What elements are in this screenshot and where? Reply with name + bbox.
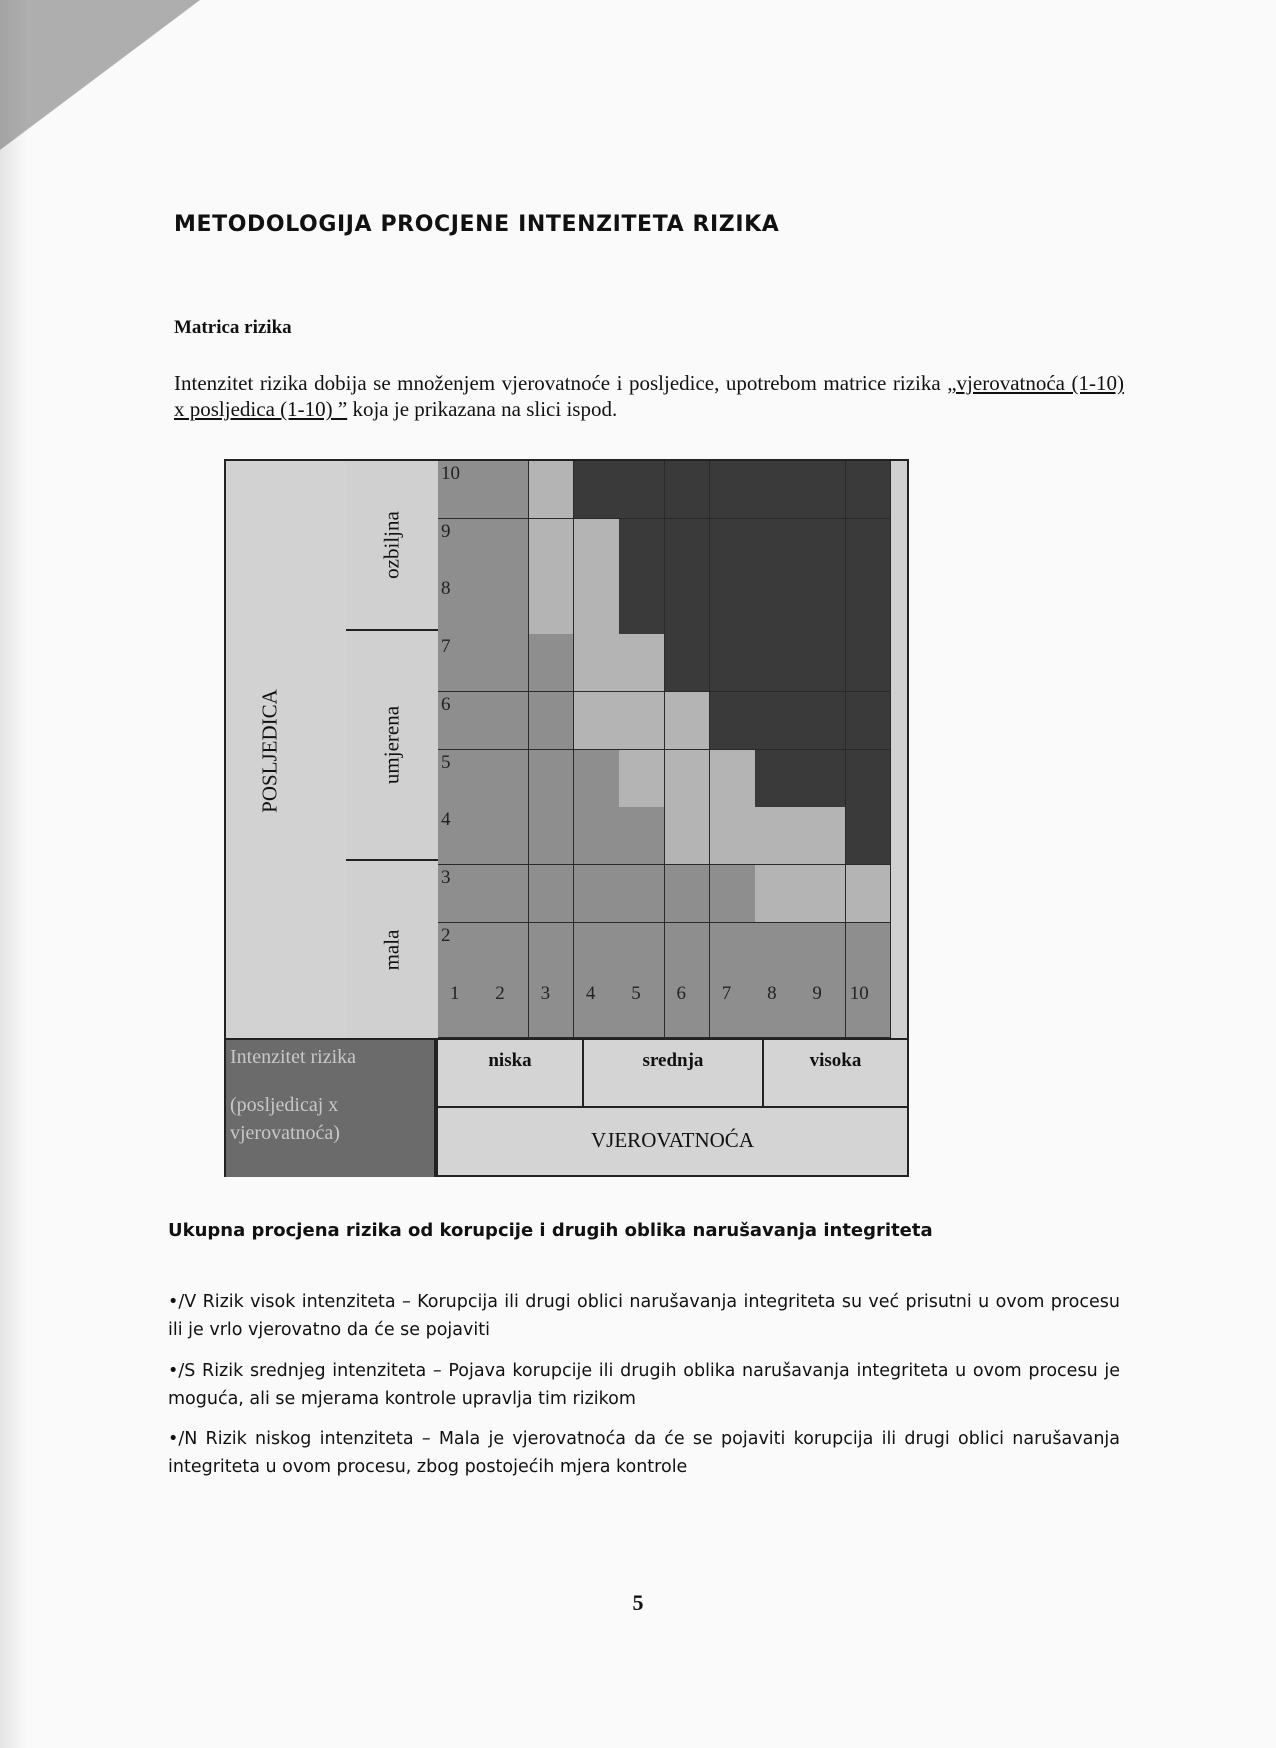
row-number: 8 [441, 578, 451, 600]
matrix-cell [438, 980, 484, 1038]
probability-label: VJEROVATNOĆA [436, 1106, 909, 1177]
matrix-cell [665, 923, 711, 981]
matrix-cell [529, 461, 575, 519]
subheading: Matrica rizika [174, 317, 292, 338]
row-number: 10 [441, 463, 460, 484]
matrix-cell [846, 519, 892, 577]
matrix-cell [574, 750, 620, 808]
matrix-cell [800, 980, 846, 1038]
matrix-cell [619, 634, 665, 692]
matrix-cell [846, 634, 892, 692]
column-number: 5 [631, 983, 641, 1005]
matrix-cell [529, 750, 575, 808]
matrix-cell [755, 750, 801, 808]
matrix-cell [483, 923, 529, 981]
matrix-cell [665, 750, 711, 808]
matrix-cell [665, 519, 711, 577]
column-number: 6 [676, 983, 686, 1005]
category-label: mala [379, 929, 404, 970]
matrix-cell [846, 461, 892, 519]
matrix-cell [846, 807, 892, 865]
bullet-medium: •/S Rizik srednjeg intenziteta – Pojava korupcije ili drugih oblika narušavanja integriteta u ovom procesu je moguća, ali se mjerama kontrole upravlja tim rizikom [168, 1361, 1120, 1409]
column-number: 1 [450, 983, 460, 1005]
matrix-cell [710, 519, 756, 577]
matrix-cell [619, 692, 665, 750]
matrix-cell [529, 807, 575, 865]
category-label: ozbiljna [379, 511, 404, 579]
page-edge-shadow [0, 0, 28, 1748]
matrix-cell [800, 807, 846, 865]
matrix-cell [800, 692, 846, 750]
matrix-cell [574, 980, 620, 1038]
matrix-cell [755, 980, 801, 1038]
matrix-cell [619, 750, 665, 808]
row-number: 7 [441, 636, 451, 658]
matrix-cell [619, 923, 665, 981]
matrix-cell [619, 980, 665, 1038]
column-number: 4 [585, 983, 596, 1005]
band-srednja: srednja [582, 1038, 764, 1108]
intro-text-b: koja je prikazana na slici ispod. [347, 397, 618, 421]
matrix-cell [755, 865, 801, 923]
matrix-cell [800, 519, 846, 577]
matrix-cell [800, 923, 846, 981]
column-number: 3 [540, 983, 551, 1005]
column-number: 7 [721, 983, 732, 1005]
matrix-cell [483, 865, 529, 923]
risk-matrix [224, 459, 909, 1177]
matrix-cell [846, 923, 892, 981]
intro-paragraph [174, 370, 1124, 422]
matrix-cell [483, 576, 529, 634]
intro-text-a: Intenzitet rizika dobija se množenjem vjerovatnoće i posljedice, upotrebom matrice rizika [174, 371, 948, 395]
matrix-cell [846, 750, 892, 808]
matrix-cell [483, 807, 529, 865]
matrix-cell [619, 865, 665, 923]
matrix-cell [846, 576, 892, 634]
row-number: 4 [441, 809, 451, 831]
matrix-cell [710, 865, 756, 923]
row-number: 6 [441, 693, 451, 715]
column-number: 9 [812, 983, 822, 1005]
bullet-high: •/V Rizik visok intenziteta – Korupcija ili drugi oblici narušavanja integriteta su već prisutni u ovom procesu ili je vrlo vjerovatno da će se pojaviti [168, 1292, 1120, 1340]
matrix-cell [710, 692, 756, 750]
matrix-cell [483, 519, 529, 577]
matrix-cell [665, 980, 711, 1038]
matrix-cell [574, 807, 620, 865]
intensity-legend [226, 1038, 436, 1177]
matrix-cell [483, 980, 529, 1038]
folded-corner [0, 0, 200, 150]
posljedica-band [226, 461, 348, 1038]
category-label: umjerena [379, 705, 404, 785]
band-niska: niska [436, 1038, 584, 1108]
matrix-cell [710, 807, 756, 865]
matrix-cell [483, 461, 529, 519]
category-mala [346, 861, 438, 1038]
bullet-low: •/N Rizik niskog intenziteta – Mala je vjerovatnoća da će se pojaviti korupcija ili drugi oblici narušavanja integriteta u ovom procesu, zbog postojećih mjera kontrole [168, 1429, 1120, 1477]
category-ozbiljna [346, 461, 438, 631]
matrix-cell [665, 576, 711, 634]
section-heading: Ukupna procjena rizika od korupcije i drugih oblika narušavanja integriteta [168, 1220, 933, 1241]
matrix-cell [755, 576, 801, 634]
column-number: 8 [767, 983, 777, 1005]
matrix-cell [710, 750, 756, 808]
matrix-cell [529, 634, 575, 692]
matrix-cell [800, 750, 846, 808]
matrix-cell [619, 807, 665, 865]
matrix-cell [665, 461, 711, 519]
matrix-cell [800, 576, 846, 634]
matrix-cell [619, 576, 665, 634]
intensity-line: Intenzitet rizika [230, 1046, 357, 1068]
category-umjerena [346, 631, 438, 861]
matrix-cell [574, 576, 620, 634]
intensity-line: vjerovatnoća) [230, 1122, 340, 1144]
matrix-cell [710, 634, 756, 692]
matrix-cell [710, 980, 756, 1038]
matrix-cell [710, 461, 756, 519]
band-visoka: visoka [762, 1038, 909, 1108]
matrix-cell [665, 865, 711, 923]
matrix-cell [665, 634, 711, 692]
intro-formula: „vjerovatnoća (1-10) x posljedica (1-10) ” [174, 371, 1124, 421]
matrix-cell [846, 692, 892, 750]
matrix-cell [529, 980, 575, 1038]
matrix-cell [574, 865, 620, 923]
matrix-cell [710, 923, 756, 981]
row-number: 5 [441, 751, 451, 773]
matrix-cell [755, 461, 801, 519]
matrix-cell [755, 807, 801, 865]
matrix-cell [846, 865, 892, 923]
matrix-cell [483, 692, 529, 750]
page-number: 5 [632, 1590, 644, 1615]
matrix-cell [665, 807, 711, 865]
matrix-cell [619, 461, 665, 519]
matrix-cell [529, 519, 575, 577]
matrix-cell [529, 923, 575, 981]
column-number: 10 [849, 983, 869, 1005]
matrix-cell [574, 634, 620, 692]
matrix-cell [755, 692, 801, 750]
matrix-cell [483, 750, 529, 808]
intensity-line: (posljedicaj x [230, 1094, 339, 1116]
matrix-cell [529, 576, 575, 634]
matrix-cell [755, 923, 801, 981]
matrix-cell [800, 865, 846, 923]
matrix-cell [574, 461, 620, 519]
page-title: METODOLOGIJA PROCJENE INTENZITETA RIZIKA [174, 212, 780, 237]
matrix-cell [574, 923, 620, 981]
matrix-cell [710, 576, 756, 634]
matrix-cell [619, 519, 665, 577]
matrix-cell [665, 692, 711, 750]
matrix-cell [574, 692, 620, 750]
posljedica-label: POSLJEDICA [257, 689, 282, 813]
row-number: 2 [441, 924, 451, 946]
matrix-cell [755, 519, 801, 577]
matrix-cell [800, 461, 846, 519]
row-number: 3 [441, 866, 451, 888]
matrix-cell [529, 692, 575, 750]
matrix-cell [574, 519, 620, 577]
column-number: 2 [495, 983, 505, 1005]
matrix-cell [529, 865, 575, 923]
matrix-cell [755, 634, 801, 692]
matrix-cell [483, 634, 529, 692]
row-number: 9 [441, 520, 451, 542]
matrix-cell [800, 634, 846, 692]
